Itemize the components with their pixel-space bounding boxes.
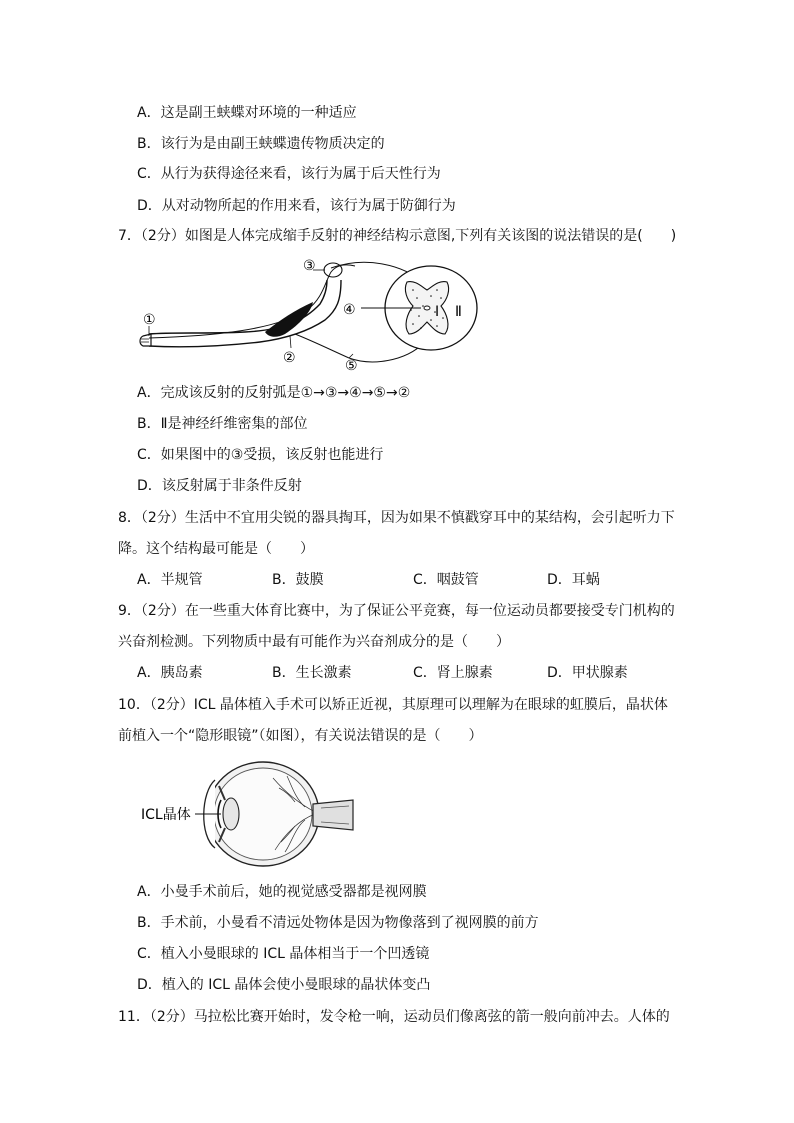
label-II: Ⅱ [455, 304, 462, 320]
q9-option-b: B．生长激素 [272, 665, 352, 681]
q7-option-d: D．该反射属于非条件反射 [137, 478, 302, 494]
q6-option-c: C．从行为获得途径来看，该行为属于后天性行为 [137, 166, 441, 182]
q9-stem-line2: 兴奋剂检测。下列物质中最有可能作为兴奋剂成分的是（ ） [118, 634, 510, 650]
q9-option-c: C．肾上腺素 [413, 665, 493, 681]
label-5: ⑤ [345, 358, 358, 374]
q8-options-row [0, 570, 794, 590]
q7-option-b: B．Ⅱ是神经纤维密集的部位 [137, 416, 308, 432]
q8-option-c: C．咽鼓管 [413, 572, 479, 588]
q11-stem-line1: 11．（2分）马拉松比赛开始时，发令枪一响，运动员们像离弦的箭一般向前冲去。人体的 [118, 1009, 670, 1025]
label-4: ④ [343, 302, 356, 318]
label-1: ① [143, 312, 156, 328]
icl-lens-label: ICL晶体 [141, 807, 191, 823]
reflex-arc-diagram [135, 250, 485, 375]
q10-stem-line1: 10．（2分）ICL 晶体植入手术可以矫正近视，其原理可以理解为在眼球的虹膜后，晶状体 [118, 697, 668, 713]
q10-option-b: B．手术前，小曼看不清远处物体是因为物像落到了视网膜的前方 [137, 915, 539, 931]
q7-option-a: A．完成该反射的反射弧是①→③→④→⑤→② [137, 385, 411, 401]
q8-option-b: B．鼓膜 [272, 572, 324, 588]
q10-option-c: C．植入小曼眼球的 ICL 晶体相当于一个凹透镜 [137, 946, 430, 962]
q8-option-a: A．半规管 [137, 572, 203, 588]
q7-option-c: C．如果图中的③受损，该反射也能进行 [137, 447, 384, 463]
q6-option-d: D．从对动物所起的作用来看，该行为属于防御行为 [137, 198, 456, 214]
q6-option-a: A．这是副王蛱蝶对环境的一种适应 [137, 105, 357, 121]
q8-stem-line2: 降。这个结构最可能是（ ） [118, 541, 314, 557]
q7-stem: 7．（2分）如图是人体完成缩手反射的神经结构示意图,下列有关该图的说法错误的是( ) [118, 228, 677, 244]
q6-option-b: B．该行为是由副王蛱蝶遗传物质决定的 [137, 136, 385, 152]
label-3: ③ [303, 258, 316, 274]
q8-stem-line1: 8．（2分）生活中不宜用尖锐的器具掏耳，因为如果不慎戳穿耳中的某结构，会引起听力下 [118, 510, 675, 526]
q9-option-a: A．胰岛素 [137, 665, 203, 681]
q9-options-row [0, 663, 794, 683]
label-I: Ⅰ [435, 304, 440, 320]
q9-stem-line1: 9．（2分）在一些重大体育比赛中，为了保证公平竞赛，每一位运动员都要接受专门机构的 [118, 603, 675, 619]
q8-option-d: D．耳蜗 [547, 572, 600, 588]
q10-stem-line2: 前植入一个“隐形眼镜”（如图），有关说法错误的是（ ） [118, 728, 483, 744]
q10-option-d: D．植入的 ICL 晶体会使小曼眼球的晶状体变凸 [137, 977, 431, 993]
label-2: ② [283, 350, 296, 366]
q10-option-a: A．小曼手术前后，她的视觉感受器都是视网膜 [137, 884, 427, 900]
q9-option-d: D．甲状腺素 [547, 665, 628, 681]
eye-diagram [135, 752, 360, 870]
